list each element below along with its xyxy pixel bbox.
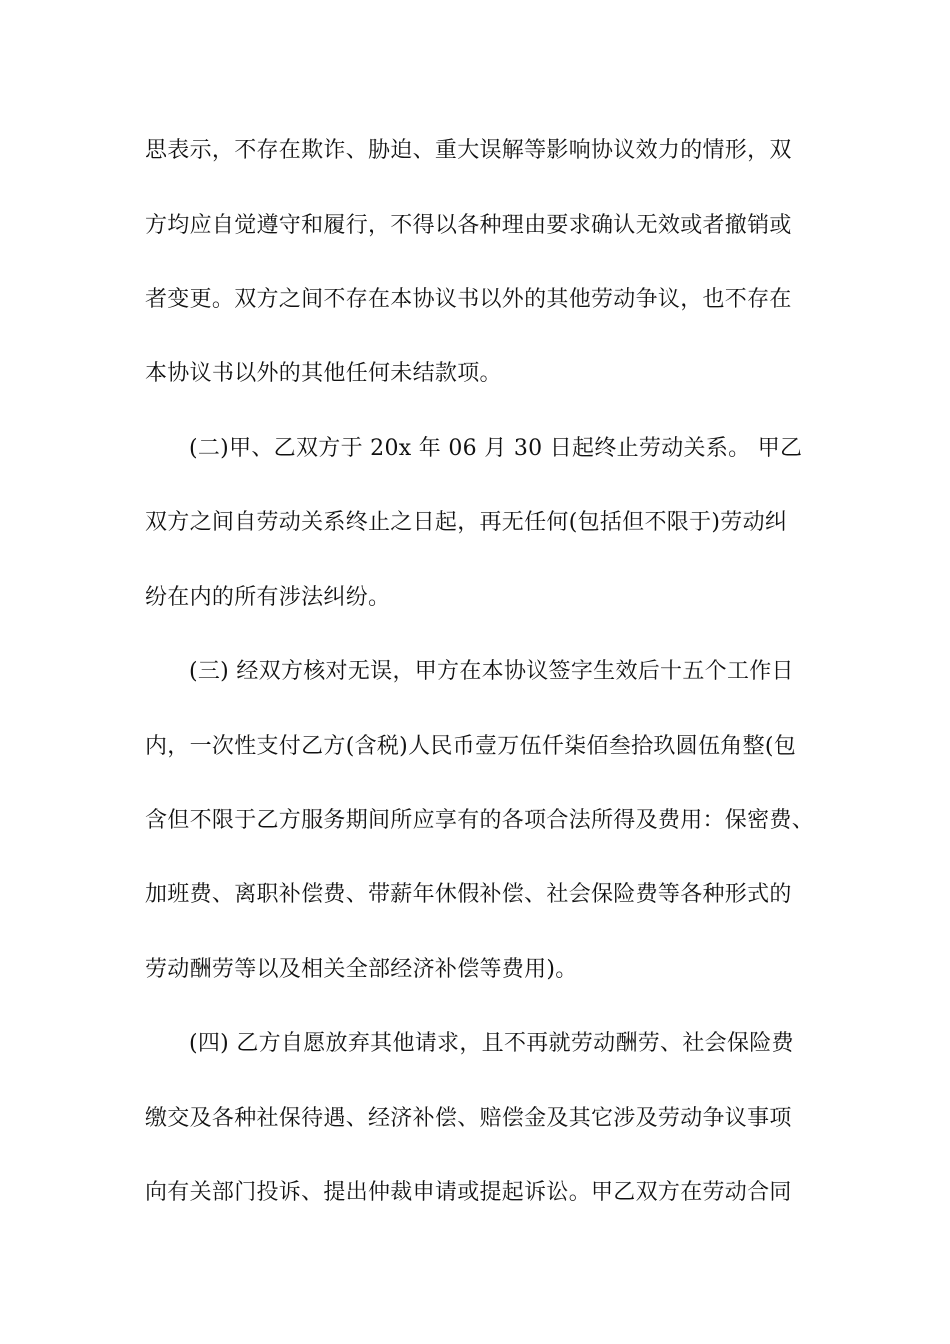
text-line: 含但不限于乙方服务期间所应享有的各项合法所得及费用：保密费、 (145, 808, 815, 833)
text-line: 双方之间自劳动关系终止之日起，再无任何(包括但不限于)劳动纠 (145, 510, 788, 535)
text-line: 缴交及各种社保待遇、经济补偿、赔偿金及其它涉及劳动争议事项 (145, 1106, 792, 1131)
paragraph-start-line: (三) 经双方核对无误，甲方在本协议签字生效后十五个工作日 (189, 659, 794, 684)
text-line: 者变更。双方之间不存在本协议书以外的其他劳动争议，也不存在 (145, 287, 792, 312)
text-line: 方均应自觉遵守和履行，不得以各种理由要求确认无效或者撤销或 (145, 213, 792, 238)
paragraph-start-line: (二)甲、乙双方于 20x 年 06 月 30 日起终止劳动关系。 甲乙 (189, 436, 803, 461)
text-line: 纷在内的所有涉法纠纷。 (145, 585, 391, 610)
text-line: 加班费、离职补偿费、带薪年休假补偿、社会保险费等各种形式的 (145, 882, 792, 907)
text-line: 思表示，不存在欺诈、胁迫、重大误解等影响协议效力的情形，双 (145, 138, 792, 163)
text-line: 本协议书以外的其他任何未结款项。 (145, 361, 502, 386)
text-line: 劳动酬劳等以及相关全部经济补偿等费用)。 (145, 957, 578, 982)
paragraph-start-line: (四) 乙方自愿放弃其他请求，且不再就劳动酬劳、社会保险费 (189, 1031, 794, 1056)
text-line: 向有关部门投诉、提出仲裁申请或提起诉讼。甲乙双方在劳动合同 (145, 1180, 792, 1205)
text-line: 内，一次性支付乙方(含税)人民币壹万伍仟柒佰叁拾玖圆伍角整(包 (145, 734, 797, 759)
